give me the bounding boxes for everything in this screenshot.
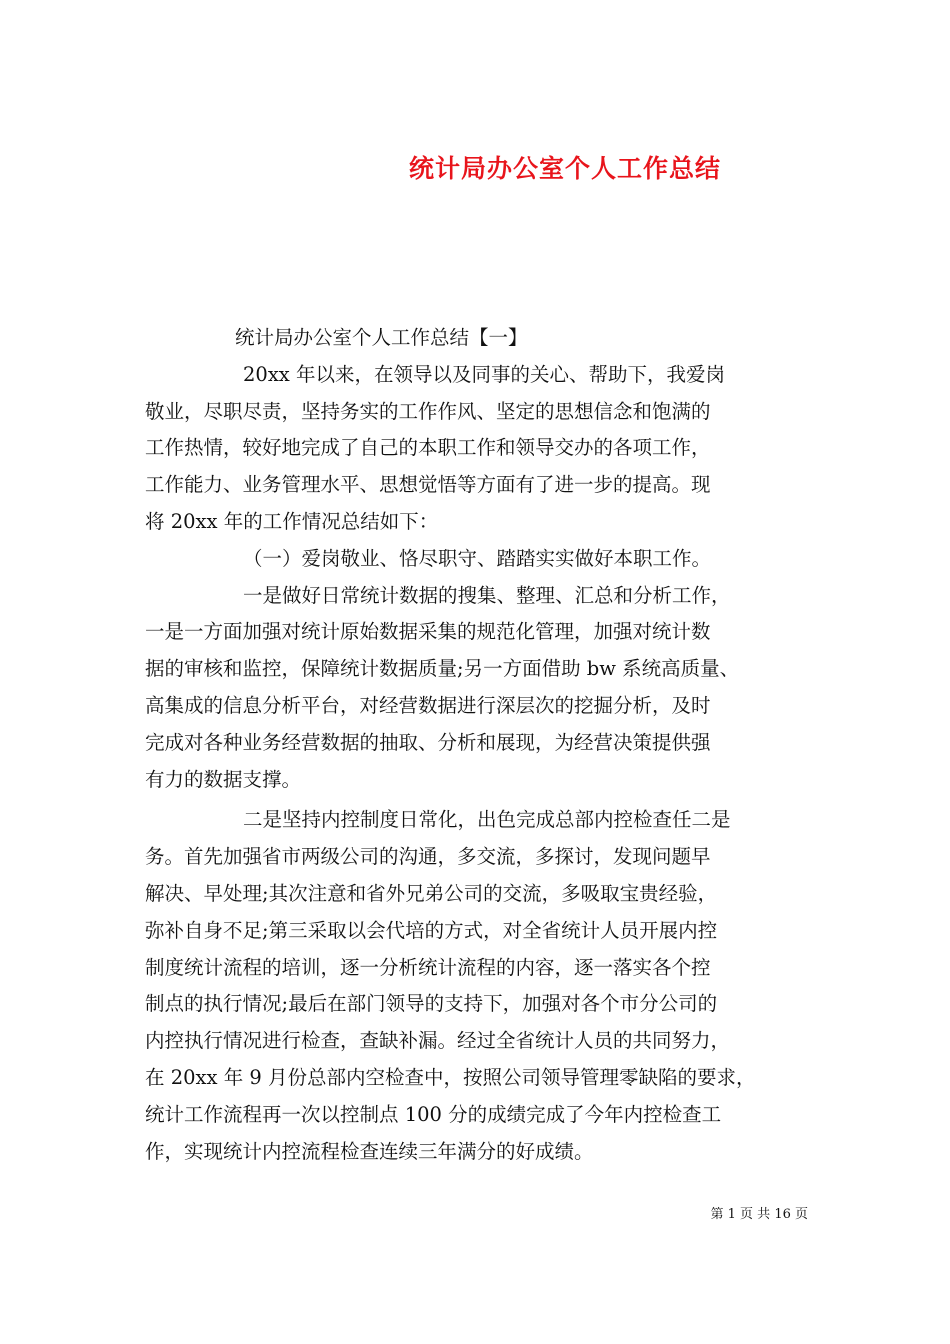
body-text-line: 作，实现统计内控流程检查连续三年满分的好成绩。 [145,1139,594,1163]
body-text-line: （一）爱岗敬业、恪尽职守、踏踏实实做好本职工作。 [243,546,712,570]
body-text-line: 统计工作流程再一次以控制点 100 分的成绩完成了今年内控检查工 [145,1102,722,1126]
body-text-line: 据的审核和监控，保障统计数据质量;另一方面借助 bw 系统高质量、 [145,657,740,681]
body-text-line: 内控执行情况进行检查，查缺补漏。经过全省统计人员的共同努力， [145,1029,731,1053]
body-text-line: 20xx 年以来，在领导以及同事的关心、帮助下，我爱岗 [243,362,726,386]
body-text-line: 工作能力、业务管理水平、思想觉悟等方面有了进一步的提高。现 [145,473,711,497]
body-text-line: 弥补自身不足;第三采取以会代培的方式，对全省统计人员开展内控 [145,918,718,942]
body-text-line: 制度统计流程的培训，逐一分析统计流程的内容，逐一落实各个控 [145,955,711,979]
body-text-line: 有力的数据支撑。 [145,767,302,791]
document-body [145,320,825,1170]
body-text-line: 敬业，尽职尽责，坚持务实的工作作风、坚定的思想信念和饱满的 [145,399,711,423]
body-text-line: 二是坚持内控制度日常化，出色完成总部内控检查任二是 [243,808,731,832]
body-text-line: 在 20xx 年 9 月份总部内空检查中，按照公司领导管理零缺陷的要求， [145,1065,756,1089]
body-text-line: 解决、早处理;其次注意和省外兄弟公司的交流，多吸取宝贵经验， [145,881,718,905]
page-footer: 第 1 页 共 16 页 [710,1207,808,1222]
body-text-line: 一是做好日常统计数据的搜集、整理、汇总和分析工作， [243,583,731,607]
section-heading: 统计局办公室个人工作总结【一】 [235,326,528,349]
body-text-line: 将 20xx 年的工作情况总结如下： [145,509,439,533]
body-text-line: 一是一方面加强对统计原始数据采集的规范化管理，加强对统计数 [145,620,711,644]
body-text-line: 高集成的信息分析平台，对经营数据进行深层次的挖掘分析，及时 [145,693,711,717]
body-text-line: 制点的执行情况;最后在部门领导的支持下，加强对各个市分公司的 [145,992,718,1016]
body-text-line: 工作热情，较好地完成了自己的本职工作和领导交办的各项工作， [145,436,711,460]
page-title: 统计局办公室个人工作总结 [408,153,721,183]
body-text-line: 完成对各种业务经营数据的抽取、分析和展现，为经营决策提供强 [145,730,711,754]
body-text-line: 务。首先加强省市两级公司的沟通，多交流，多探讨，发现问题早 [145,845,711,869]
